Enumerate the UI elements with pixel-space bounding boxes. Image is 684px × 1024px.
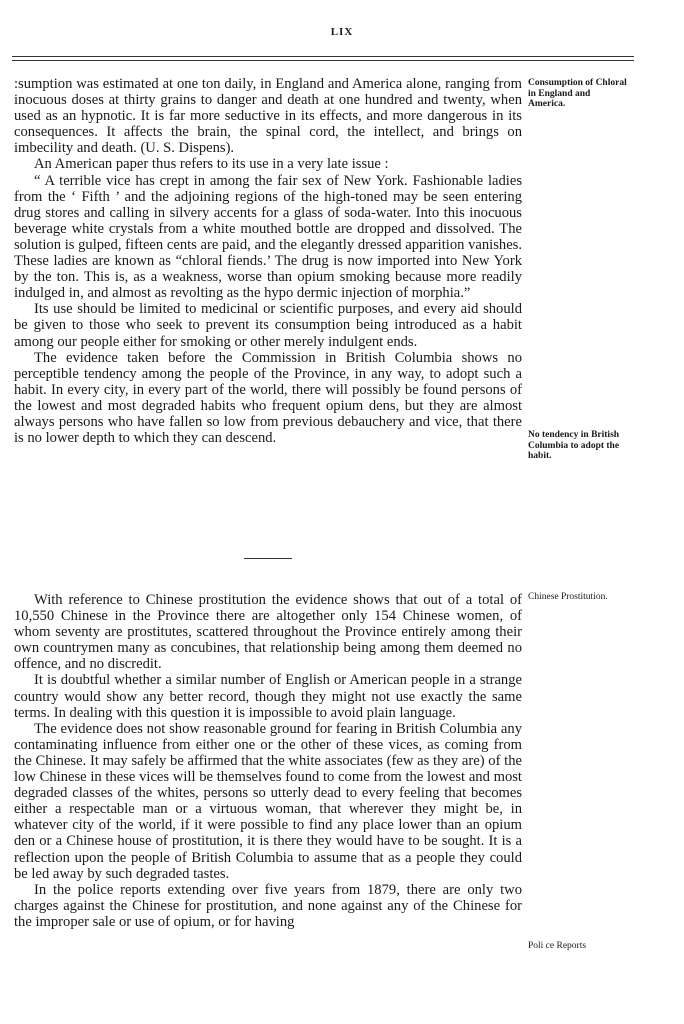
header-rule-bottom [12,60,634,61]
margin-note-no-tendency: No tendency in British Columbia to adopt the habit. [528,430,620,461]
paragraph: Its use should be limited to medicinal or scientific purposes, and every aid should be given to those who seek to prevent its consumption being introduced as a habit among our people either for smoking or other merely indulgent ends. [14,301,522,350]
margin-note-chinese-prostitution: Chinese Prostitution. [528,592,608,602]
header-rule-top [12,56,634,57]
paragraph: It is doubtful whether a similar number of English or American people in a strange country would show any better record, though they might not use exactly the same terms. In dealing with this question it is impossible to avoid plain language. [14,672,522,721]
paragraph: In the police reports extending over five years from 1879, there are only two charges against the Chinese for prostitution, and none against any of the Chinese for the improper sale or use of opium, or for having [14,881,522,930]
paragraph: :sumption was estimated at one ton daily, in England and America alone, ranging from inocuous doses at thirty grains to danger and death at one hundred and twenty, when used as an hypnotic. It is far more seductive in its effects, and more dangerous in its consequences. It affects the brain, the spinal cord, the intellect, and brings on imbecility and death. (U. S. Dispens). [14,76,522,157]
margin-note-police-reports: Poli ce Reports [528,941,587,951]
page-number: LIX [330,26,354,38]
section-prostitution [14,592,522,930]
paragraph: The evidence does not show reasonable ground for fearing in British Columbia any contaminating influence from either one or the other of these vices, as coming from the Chinese. It may safely be affirmed that the white associates (few as they are) of the low Chinese in these vices will be themselves found to come from the lowest and most degraded classes of the whites, persons so utterly dead to every feeling that becomes either a respectable man or a virtuous woman, that wherever they might be, in whatever city of the world, if it were possible to find any place lower than an opium den or a Chinese house of prostitution, it is there they would have to be sought. It is a reflection upon the people of British Columbia to assume that as a people they could be led away by such degraded tastes. [14,720,522,882]
section-chloral [14,76,522,446]
paragraph: The evidence taken before the Commission in British Columbia shows no perceptible tendency among the people of the Province, in any way, to adopt such a habit. In every city, in every part of the world, there will possibly be found persons of the lowest and most degraded habits who frequent opium dens, but they are almost always persons who have fallen so low from previous debauchery and vice, that there is no lower depth to which they can descend. [14,349,522,447]
quoted-paragraph: “ A terrible vice has crept in among the fair sex of New York. Fashionable ladies from the ‘ Fifth ’ and the adjoining regions of the high-toned may be seen entering drug stores and calling in silvery accents for a glass of soda-water. Into this inocuous beverage white crystals from a white mouthed bottle are dropped and dissolved. The solution is gulped, fifteen cents are paid, and the elegantly dressed apparition vanishes. These ladies are known as “chloral fiends.’ The drug is now imported into New York by the ton. This is, as a weakness, worse than opium smoking because more readily indulged in, and almost as revolting as the hypo dermic injection of morphia.” [14,172,522,302]
paragraph: An American paper thus refers to its use in a very late issue : [34,156,389,173]
paragraph: With reference to Chinese prostitution the evidence shows that out of a total of 10,550 Chinese in the Province there are altogether only 154 Chinese women, of whom seventy are prostitutes, scattered throughout the Province entirely among their own countrymen many as concubines, that relationship being among them deemed no offence, and no discredit. [14,592,522,673]
section-divider [244,558,292,559]
margin-note-chloral: Consumption of Chloral in England and America. [528,78,627,109]
